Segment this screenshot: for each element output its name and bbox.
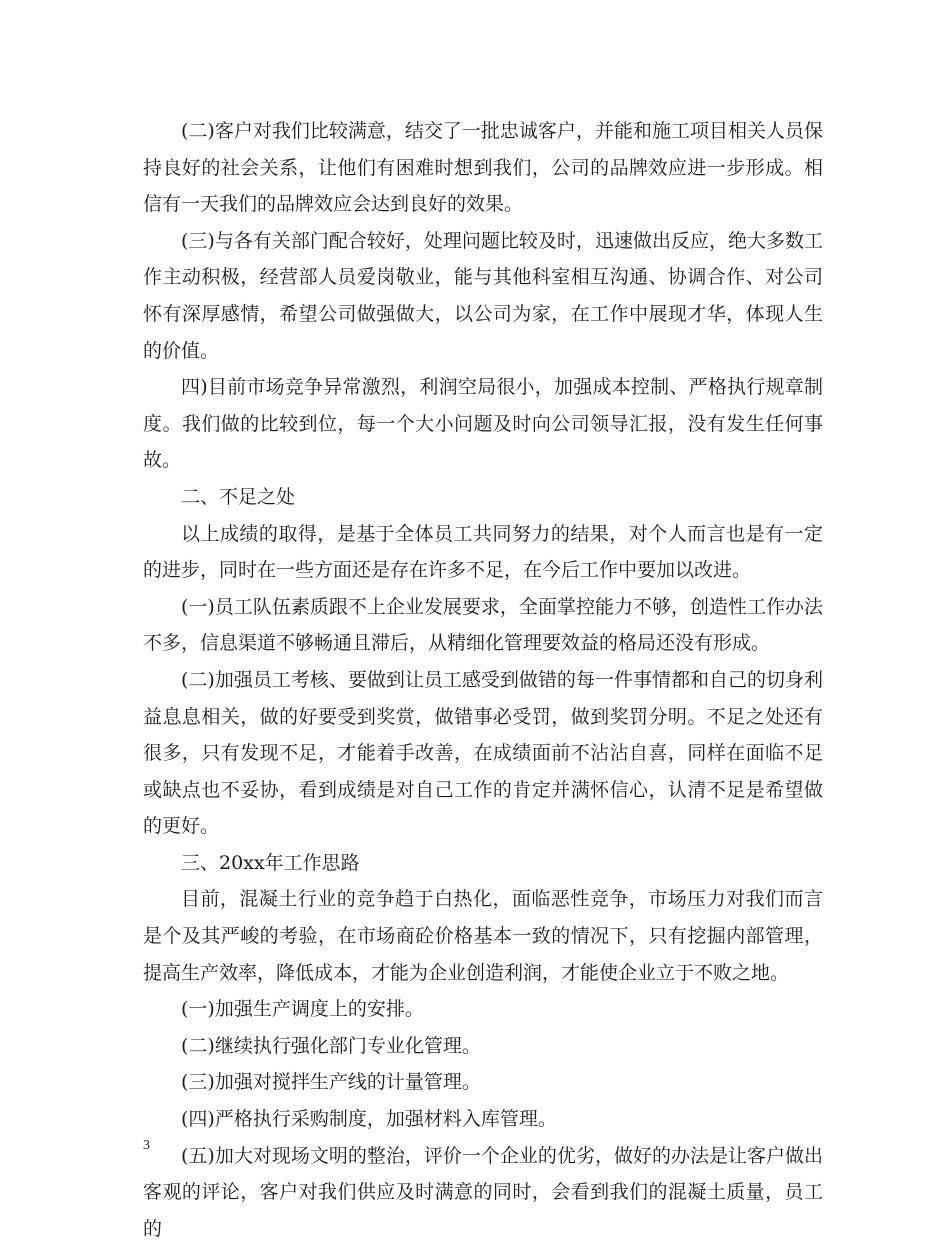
page-number: 3 <box>143 1138 150 1153</box>
document-body <box>143 113 823 1247</box>
list-item: (四)严格执行采购制度，加强材料入库管理。 <box>181 1108 557 1131</box>
list-item: (三)加强对搅拌生产线的计量管理。 <box>181 1071 481 1094</box>
paragraph: 四)目前市场竞争异常激烈，利润空局很小，加强成本控制、严格执行规章制度。我们做的比较到位，每一个大小问题及时向公司领导汇报，没有发生任何事故。 <box>143 376 823 472</box>
section-heading: 三、20xx年工作思路 <box>181 851 360 874</box>
paragraph: (二)加强员工考核、要做到让员工感受到做错的每一件事情都和自己的切身利益息息相关，做的好要受到奖赏，做错事必受罚，做到奖罚分明。不足之处还有很多，只有发现不足，才能着手改善，在成绩面前不沾沾自喜，同样在面临不足或缺点也不妥协，看到成绩是对自己工作的肯定并满怀信心，认清不足是希望做的更好。 <box>143 668 823 838</box>
paragraph: (二)客户对我们比较满意，结交了一批忠诚客户，并能和施工项目相关人员保持良好的社会关系，让他们有困难时想到我们，公司的品牌效应进一步形成。相信有一天我们的品牌效应会达到良好的效果。 <box>143 120 823 216</box>
paragraph: (三)与各有关部门配合较好，处理问题比较及时，迅速做出反应，绝大多数工作主动积极，经营部人员爱岗敬业，能与其他科室相互沟通、协调合作、对公司怀有深厚感情，希望公司做强做大，以公司为家，在工作中展现才华，体现人生的价值。 <box>143 229 823 362</box>
section-heading: 二、不足之处 <box>181 485 296 508</box>
paragraph: (一)员工队伍素质跟不上企业发展要求，全面掌控能力不够，创造性工作办法不多，信息渠道不够畅通且滞后，从精细化管理要效益的格局还没有形成。 <box>143 595 823 655</box>
paragraph: 目前，混凝土行业的竞争趋于白热化，面临恶性竞争，市场压力对我们而言是个及其严峻的考验，在市场商砼价格基本一致的情况下，只有挖掘内部管理，提高生产效率，降低成本，才能为企业创造利润，才能使企业立于不败之地。 <box>143 888 823 984</box>
list-item: (一)加强生产调度上的安排。 <box>181 998 424 1021</box>
list-item: (二)继续执行强化部门专业化管理。 <box>181 1034 481 1057</box>
paragraph: (五)加大对现场文明的整治，评价一个企业的优劣，做好的办法是让客户做出客观的评论，客户对我们供应及时满意的同时，会看到我们的混凝土质量，员工的 <box>143 1144 823 1240</box>
paragraph: 以上成绩的取得，是基于全体员工共同努力的结果，对个人而言也是有一定的进步，同时在一些方面还是存在许多不足，在今后工作中要加以改进。 <box>143 522 823 582</box>
